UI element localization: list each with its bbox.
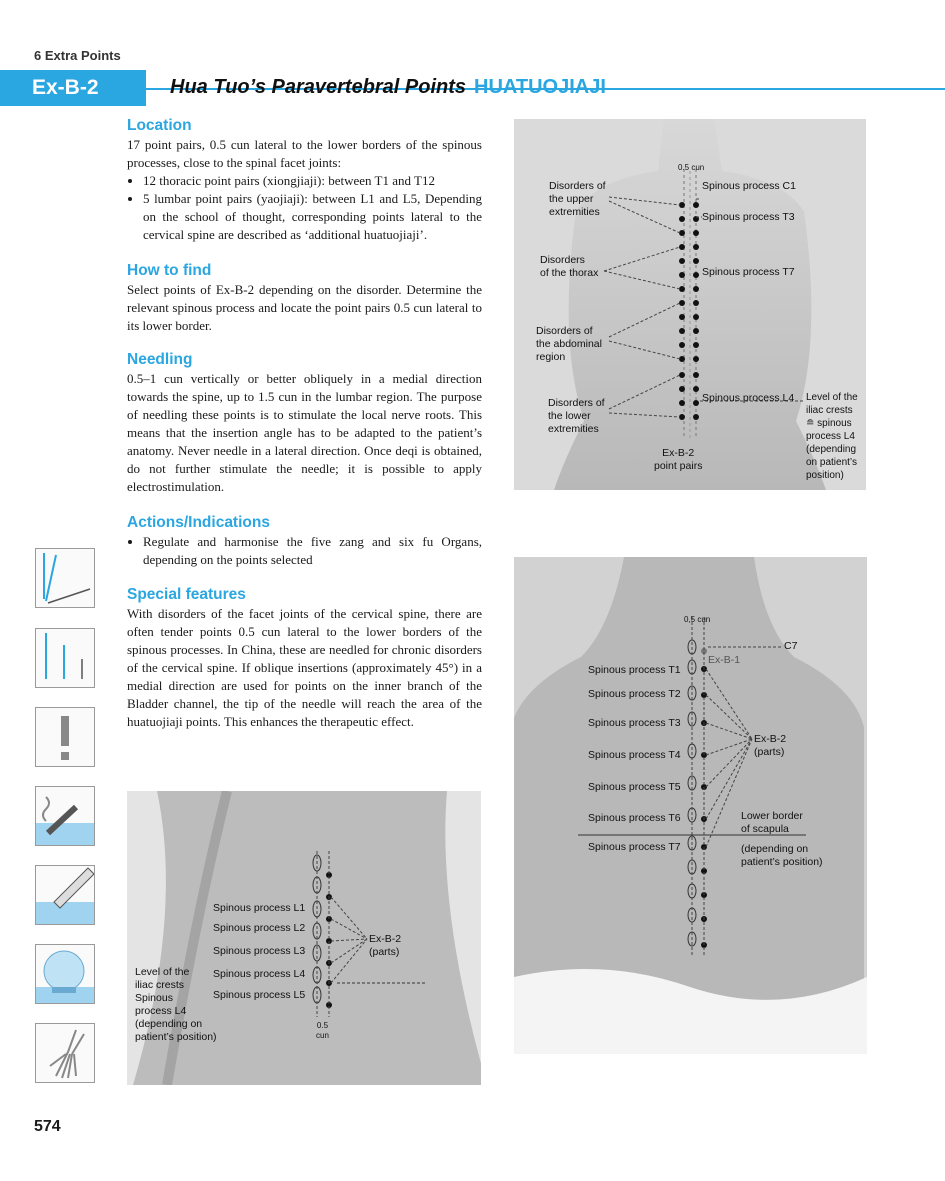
figure-lower-back xyxy=(127,791,481,1085)
fig2-ex-b-1: Ex-B-1 xyxy=(708,654,741,666)
location-list xyxy=(127,172,482,244)
fig1-spinous-t3: Spinous process T3 xyxy=(702,211,795,223)
fig1-spinous-l4: Spinous process L4 xyxy=(702,392,795,404)
location-bullet-thoracic: • 12 thoracic point pairs (xiongjiaji): between T1 and T12 xyxy=(143,172,482,190)
pinyin-title: HUATUOJIAJI xyxy=(474,76,606,98)
fig2-cun-label: 0,5 cun xyxy=(684,615,711,624)
fig2-scapula: Lower border of scapula xyxy=(741,810,803,835)
location-heading: Location xyxy=(127,117,192,134)
fig2-spinous-t1: Spinous process T1 xyxy=(588,664,681,676)
title-text: Hua Tuo’s Paravertebral Points xyxy=(170,76,467,98)
fig3-spinous-l3: Spinous process L3 xyxy=(213,945,306,957)
fig3-spinous-l4: Spinous process L4 xyxy=(213,968,306,980)
fig1-iliac-crests: Level of the iliac crests ≘ spinous process L4 (depending on patient’s position) xyxy=(806,392,858,481)
needling-section xyxy=(127,351,482,496)
how-to-find-heading: How to find xyxy=(127,262,212,279)
fig2-spinous-t7: Spinous process T7 xyxy=(588,841,681,853)
fig2-ex-b-2-parts: Ex-B-2 (parts) xyxy=(754,733,787,758)
fig2-c7: C7 xyxy=(784,640,798,652)
point-code-badge: Ex-B-2 xyxy=(0,70,146,106)
fig2-spinous-t2: Spinous process T2 xyxy=(588,688,681,700)
figure-upper-back xyxy=(514,557,867,1054)
fig3-cun-label: 0.5 cun xyxy=(316,1021,329,1040)
location-section xyxy=(127,117,482,244)
needling-heading: Needling xyxy=(127,351,193,368)
fig3-spinous-l5: Spinous process L5 xyxy=(213,989,306,1001)
fig1-thorax: Disorders of the thorax xyxy=(540,254,599,279)
needling-text: 0.5–1 cun vertically or better obliquely in a medial direction towards the spine, up to 1.5 cun in the lumbar region. The purpose of needling these points is to stimulate the local nerve roots. This means that the insertion angle has to be adapted to the patient’s anatomy. Never needle in a lateral direction. Once deqi is obtained, do not further stimulate the needle; it is possible to apply electrostimulation. xyxy=(127,371,482,494)
fig1-point-pairs: Ex-B-2 point pairs xyxy=(654,447,703,472)
how-to-find-section xyxy=(127,262,482,335)
actions-heading: Actions/Indications xyxy=(127,514,270,531)
fig3-ex-b-2-parts: Ex-B-2 (parts) xyxy=(369,933,402,958)
fig2-spinous-t4: Spinous process T4 xyxy=(588,749,681,761)
fig2-position: (depending on patient’s position) xyxy=(741,843,823,868)
chapter-label: 6 Extra Points xyxy=(34,48,121,63)
warning-icon xyxy=(35,707,95,767)
page-number: 574 xyxy=(34,1118,61,1135)
location-bullet-lumbar: • 5 lumbar point pairs (yaojiaji): between L1 and L5, Depending on the school of thought, corresponding points lateral to the cervical spine are described as ‘additional huatuojiaji’. xyxy=(143,190,482,244)
needles-icon xyxy=(35,628,95,688)
fig1-spinous-t7: Spinous process T7 xyxy=(702,266,795,278)
how-to-find-text: Select points of Ex-B-2 depending on the disorder. Determine the relevant spinous process and locate the point pairs 0.5 cun lateral to its lower border. xyxy=(127,282,482,333)
cupping-icon xyxy=(35,944,95,1004)
fig1-lower-extremities: Disorders of the lower extremities xyxy=(548,397,605,435)
actions-bullet: • Regulate and harmonise the five zang and six fu Organs, depending on the points selected xyxy=(143,533,482,569)
fig2-spinous-t3: Spinous process T3 xyxy=(588,717,681,729)
special-text: With disorders of the facet joints of the cervical spine, there are often tender points 0.5 cun lateral to the lower borders of the spinous processes. In China, these are needled for chronic disorders of the cervical spine. If oblique insertions (approximately 45°) in a medial direction are used for points on the inner branch of the Bladder channel, the tip of the needle will reach the area of the huatuojiaji points. This enhances the therapeutic effect. xyxy=(127,606,482,729)
hand-bones-icon xyxy=(35,1023,95,1083)
fig3-spinous-l1: Spinous process L1 xyxy=(213,902,306,914)
fig3-spinous-l2: Spinous process L2 xyxy=(213,922,306,934)
fig3-iliac-crests: Level of the iliac crests Spinous process L4 (depending on patient’s position) xyxy=(135,966,217,1043)
fig2-spinous-t6: Spinous process T6 xyxy=(588,812,681,824)
actions-section xyxy=(127,514,482,569)
fig1-upper-extremities: Disorders of the upper extremities xyxy=(549,180,606,218)
special-heading: Special features xyxy=(127,586,246,603)
page-title xyxy=(170,76,606,99)
moxibustion-icon xyxy=(35,786,95,846)
special-section xyxy=(127,586,482,731)
location-intro: 17 point pairs, 0.5 cun lateral to the lower borders of the spinous processes, close to the spinal facet joints: xyxy=(127,137,482,170)
fig1-abdominal: Disorders of the abdominal region xyxy=(536,325,602,363)
needle-icon xyxy=(35,548,95,608)
figure-back-overview xyxy=(514,119,866,490)
fig1-spinous-c1: Spinous process C1 xyxy=(702,180,796,192)
fig1-cun-label: 0.5 cun xyxy=(678,163,705,172)
fig2-spinous-t5: Spinous process T5 xyxy=(588,781,681,793)
actions-list xyxy=(127,533,482,569)
press-needle-icon xyxy=(35,865,95,925)
